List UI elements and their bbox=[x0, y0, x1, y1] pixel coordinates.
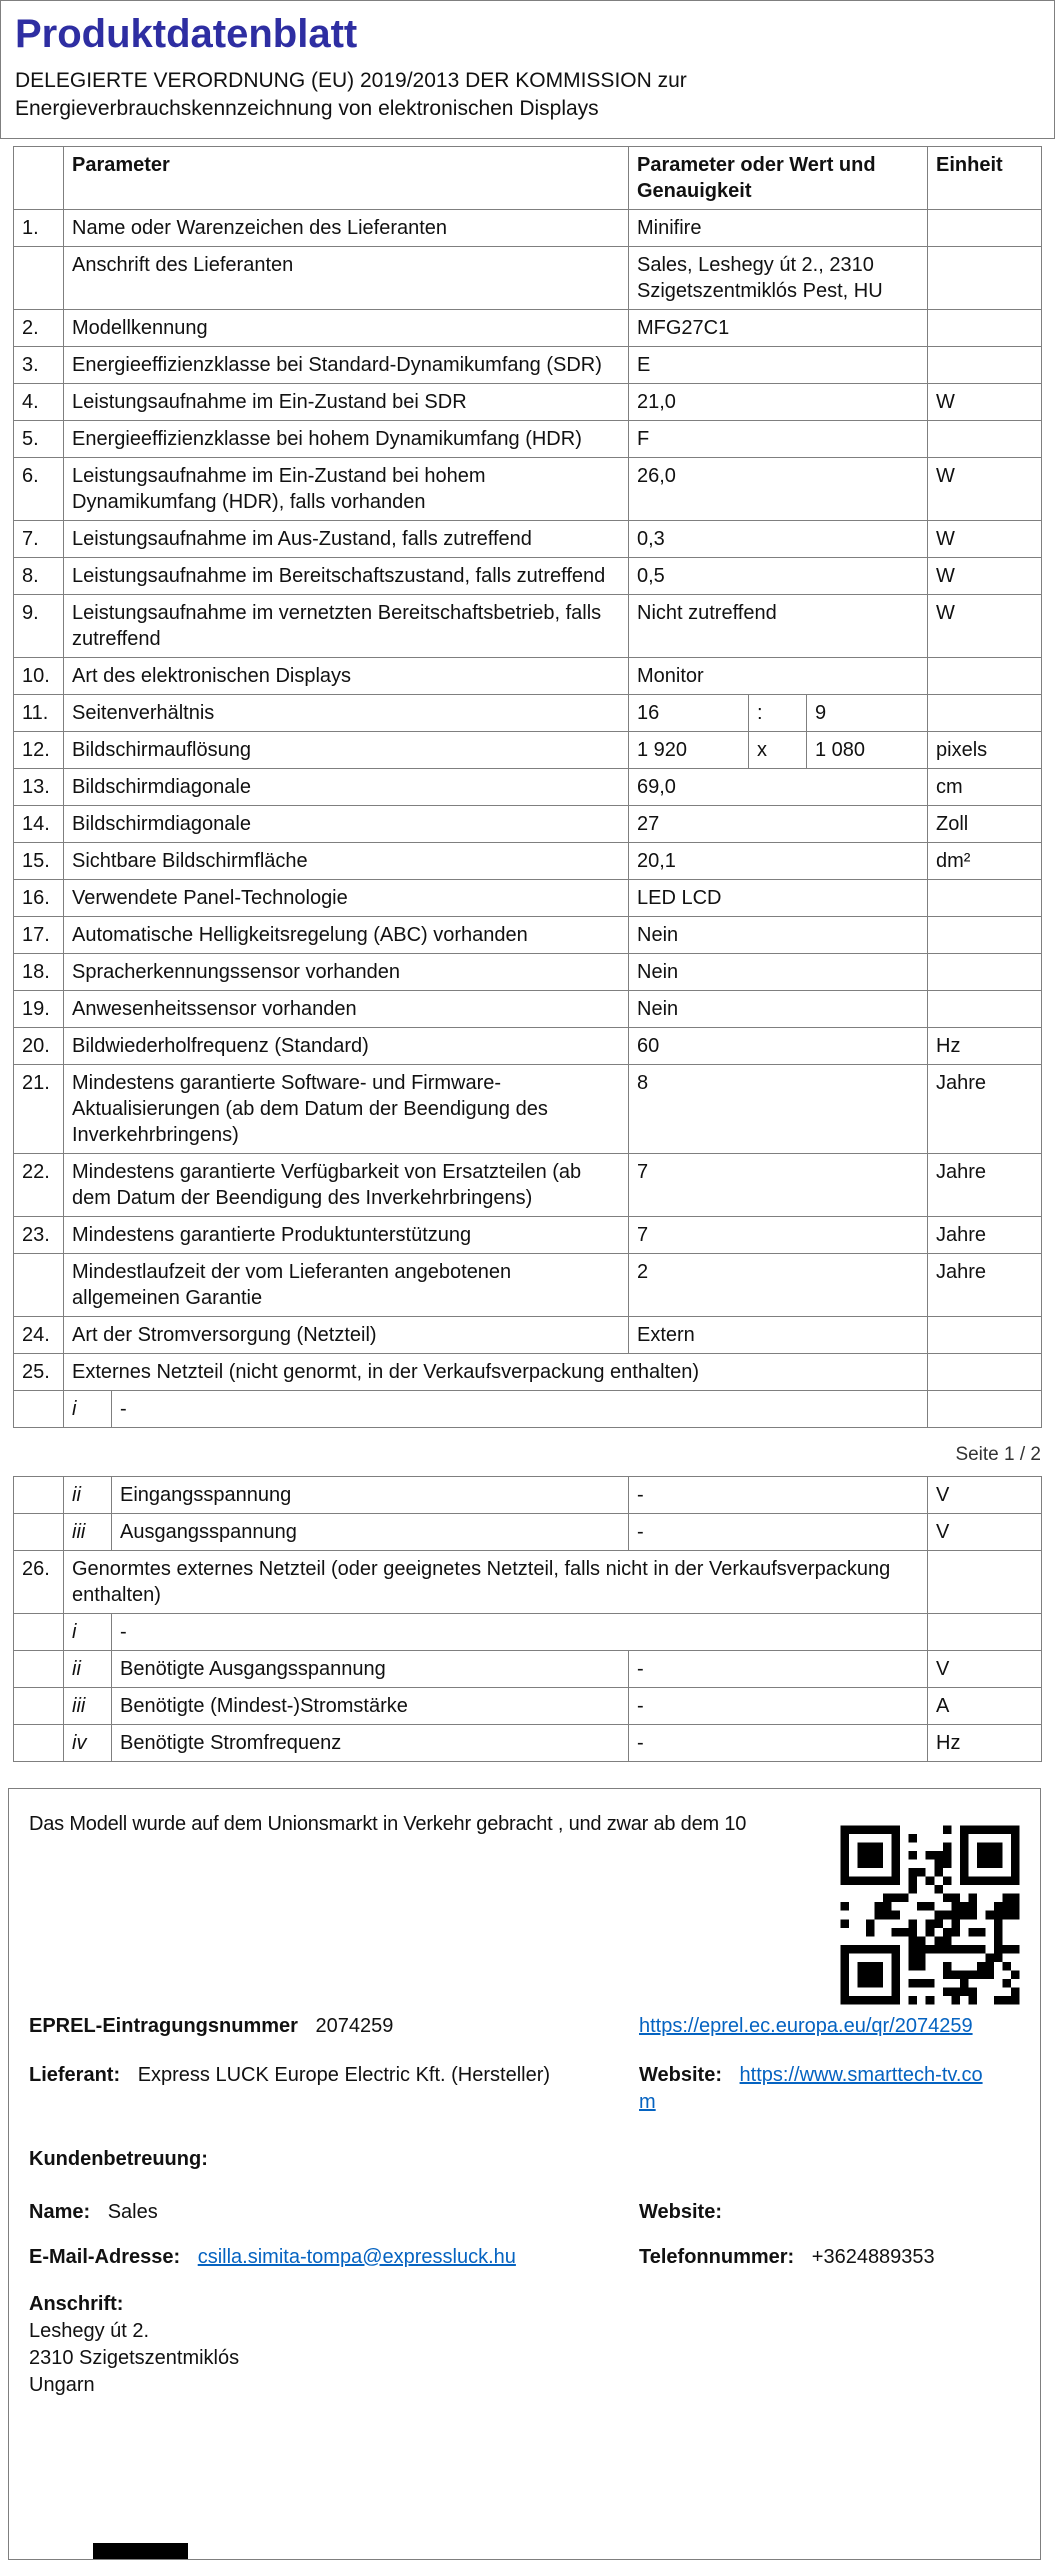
row-number: 7. bbox=[14, 520, 64, 557]
table-row bbox=[14, 1353, 1042, 1390]
parameter-name: Modellkennung bbox=[64, 309, 629, 346]
parameter-value: - bbox=[112, 1390, 928, 1427]
row-number: 4. bbox=[14, 383, 64, 420]
email-link[interactable]: csilla.simita-tompa@expressluck.hu bbox=[197, 2245, 516, 2268]
unit-cell bbox=[928, 1390, 1042, 1427]
unit-cell: cm bbox=[928, 768, 1042, 805]
parameter-value: Nicht zutreffend bbox=[629, 594, 928, 657]
row-number bbox=[14, 1724, 64, 1761]
parameter-value: - bbox=[629, 1476, 928, 1513]
parameter-name: Benötigte Ausgangsspannung bbox=[112, 1650, 629, 1687]
unit-cell bbox=[928, 1353, 1042, 1390]
roman-index: ii bbox=[64, 1476, 112, 1513]
row-number: 17. bbox=[14, 916, 64, 953]
table-row bbox=[14, 209, 1042, 246]
unit-cell bbox=[928, 953, 1042, 990]
unit-cell: pixels bbox=[928, 731, 1042, 768]
parameter-table-page2 bbox=[13, 1476, 1042, 1762]
parameter-name: Mindestlaufzeit der vom Lieferanten angebotenen allgemeinen Garantie bbox=[64, 1253, 629, 1316]
table-row bbox=[14, 383, 1042, 420]
parameter-value: Nein bbox=[629, 990, 928, 1027]
unit-cell: dm² bbox=[928, 842, 1042, 879]
parameter-name: Name oder Warenzeichen des Lieferanten bbox=[64, 209, 629, 246]
unit-cell: Jahre bbox=[928, 1216, 1042, 1253]
table-row bbox=[14, 1153, 1042, 1216]
unit-cell bbox=[928, 1550, 1042, 1613]
section-title: Genormtes externes Netzteil (oder geeignetes Netzteil, falls nicht in der Verkaufsverpackung enthalten) bbox=[64, 1550, 928, 1613]
unit-cell bbox=[928, 657, 1042, 694]
unit-cell: W bbox=[928, 520, 1042, 557]
table-row bbox=[14, 953, 1042, 990]
table-row bbox=[14, 916, 1042, 953]
parameter-value: 69,0 bbox=[629, 768, 928, 805]
row-number: 9. bbox=[14, 594, 64, 657]
parameter-name: Verwendete Panel-Technologie bbox=[64, 879, 629, 916]
column-header-unit: Einheit bbox=[928, 146, 1042, 209]
unit-cell bbox=[928, 990, 1042, 1027]
parameter-name: Leistungsaufnahme im vernetzten Bereitschaftsbetrieb, falls zutreffend bbox=[64, 594, 629, 657]
parameter-name: Mindestens garantierte Produktunterstützung bbox=[64, 1216, 629, 1253]
parameter-value: 21,0 bbox=[629, 383, 928, 420]
table-row bbox=[14, 1316, 1042, 1353]
roman-index: iii bbox=[64, 1513, 112, 1550]
table-row bbox=[14, 420, 1042, 457]
supplier-row bbox=[29, 2062, 1020, 2116]
row-number bbox=[14, 1390, 64, 1427]
aspect-ratio-height: 9 bbox=[807, 694, 928, 731]
table-row bbox=[14, 1476, 1042, 1513]
row-number: 19. bbox=[14, 990, 64, 1027]
parameter-value: 20,1 bbox=[629, 842, 928, 879]
parameter-value: - bbox=[629, 1687, 928, 1724]
row-number: 24. bbox=[14, 1316, 64, 1353]
parameter-name: Bildschirmauflösung bbox=[64, 731, 629, 768]
parameter-name: Bildschirmdiagonale bbox=[64, 768, 629, 805]
parameter-name: Ausgangsspannung bbox=[112, 1513, 629, 1550]
parameter-value: 60 bbox=[629, 1027, 928, 1064]
resolution-separator: x bbox=[749, 731, 807, 768]
parameter-table-page1 bbox=[13, 146, 1042, 1428]
row-number: 10. bbox=[14, 657, 64, 694]
aspect-ratio-width: 16 bbox=[629, 694, 749, 731]
unit-cell: Jahre bbox=[928, 1253, 1042, 1316]
subtitle-line-1: DELEGIERTE VERORDNUNG (EU) 2019/2013 DER KOMMISSION zur bbox=[15, 69, 687, 92]
unit-cell: V bbox=[928, 1476, 1042, 1513]
unit-cell bbox=[928, 694, 1042, 731]
row-number: 6. bbox=[14, 457, 64, 520]
parameter-value: - bbox=[629, 1513, 928, 1550]
row-number bbox=[14, 1513, 64, 1550]
unit-cell bbox=[928, 1613, 1042, 1650]
table-row bbox=[14, 842, 1042, 879]
aspect-ratio-separator: : bbox=[749, 694, 807, 731]
parameter-name: Leistungsaufnahme im Ein-Zustand bei hohem Dynamikumfang (HDR), falls vorhanden bbox=[64, 457, 629, 520]
page-title: Produktdatenblatt bbox=[15, 12, 358, 56]
row-number bbox=[14, 1650, 64, 1687]
row-number: 18. bbox=[14, 953, 64, 990]
row-number: 2. bbox=[14, 309, 64, 346]
row-number bbox=[14, 246, 64, 309]
cutoff-black-bar bbox=[93, 2543, 188, 2559]
roman-index: i bbox=[64, 1613, 112, 1650]
supplier-name: Express LUCK Europe Electric Kft. (Hersteller) bbox=[137, 2063, 551, 2086]
address-label: Anschrift: bbox=[29, 2292, 124, 2315]
row-number: 1. bbox=[14, 209, 64, 246]
row-number: 14. bbox=[14, 805, 64, 842]
parameter-name: Spracherkennungssensor vorhanden bbox=[64, 953, 629, 990]
unit-cell: Zoll bbox=[928, 805, 1042, 842]
unit-cell: Hz bbox=[928, 1724, 1042, 1761]
parameter-name: Leistungsaufnahme im Aus-Zustand, falls zutreffend bbox=[64, 520, 629, 557]
parameter-value: 2 bbox=[629, 1253, 928, 1316]
table-row bbox=[14, 246, 1042, 309]
parameter-name: Sichtbare Bildschirmfläche bbox=[64, 842, 629, 879]
parameter-name: Automatische Helligkeitsregelung (ABC) vorhanden bbox=[64, 916, 629, 953]
page-number: Seite 1 / 2 bbox=[955, 1443, 1041, 1465]
parameter-value: Minifire bbox=[629, 209, 928, 246]
parameter-name: Eingangsspannung bbox=[112, 1476, 629, 1513]
parameter-value: 8 bbox=[629, 1064, 928, 1153]
parameter-value: - bbox=[112, 1613, 928, 1650]
roman-index: ii bbox=[64, 1650, 112, 1687]
unit-cell: V bbox=[928, 1650, 1042, 1687]
row-number: 15. bbox=[14, 842, 64, 879]
eprel-row bbox=[29, 2013, 1020, 2040]
website-label: Website: bbox=[639, 2063, 722, 2086]
parameter-value: MFG27C1 bbox=[629, 309, 928, 346]
row-number bbox=[14, 1476, 64, 1513]
table-row bbox=[14, 1390, 1042, 1427]
supplier-info-box bbox=[8, 1788, 1041, 2560]
customer-support-heading-row bbox=[29, 2146, 1020, 2173]
market-placement-text: Das Modell wurde auf dem Unionsmarkt in Verkehr gebracht , und zwar ab dem 10 bbox=[29, 1812, 747, 1835]
parameter-name: Anschrift des Lieferanten bbox=[64, 246, 629, 309]
row-number: 5. bbox=[14, 420, 64, 457]
table-row bbox=[14, 309, 1042, 346]
parameter-name: Art der Stromversorgung (Netzteil) bbox=[64, 1316, 629, 1353]
parameter-value: 7 bbox=[629, 1153, 928, 1216]
parameter-value: - bbox=[629, 1650, 928, 1687]
unit-cell: W bbox=[928, 383, 1042, 420]
eprel-number: 2074259 bbox=[315, 2014, 394, 2037]
phone-number: +3624889353 bbox=[811, 2245, 935, 2268]
unit-cell: W bbox=[928, 594, 1042, 657]
table-row bbox=[14, 346, 1042, 383]
parameter-name: Bildwiederholfrequenz (Standard) bbox=[64, 1027, 629, 1064]
parameter-name: Mindestens garantierte Software- und Firmware-Aktualisierungen (ab dem Datum der Beendigung des Inverkehrbringens) bbox=[64, 1064, 629, 1153]
row-number: 11. bbox=[14, 694, 64, 731]
address-line-3: Ungarn bbox=[29, 2373, 95, 2396]
table-row bbox=[14, 1550, 1042, 1613]
roman-index: i bbox=[64, 1390, 112, 1427]
parameter-value: 7 bbox=[629, 1216, 928, 1253]
customer-support-label: Kundenbetreuung: bbox=[29, 2147, 208, 2170]
parameter-name: Bildschirmdiagonale bbox=[64, 805, 629, 842]
parameter-name: Benötigte Stromfrequenz bbox=[112, 1724, 629, 1761]
row-number: 3. bbox=[14, 346, 64, 383]
unit-cell: W bbox=[928, 557, 1042, 594]
row-number bbox=[14, 1687, 64, 1724]
parameter-name: Leistungsaufnahme im Ein-Zustand bei SDR bbox=[64, 383, 629, 420]
parameter-name: Mindestens garantierte Verfügbarkeit von Ersatzteilen (ab dem Datum der Beendigung des Inverkehrbringens) bbox=[64, 1153, 629, 1216]
roman-index: iv bbox=[64, 1724, 112, 1761]
table-row bbox=[14, 1650, 1042, 1687]
parameter-value: E bbox=[629, 346, 928, 383]
table-row bbox=[14, 657, 1042, 694]
parameter-value: F bbox=[629, 420, 928, 457]
row-number: 23. bbox=[14, 1216, 64, 1253]
table-row bbox=[14, 694, 1042, 731]
table-row bbox=[14, 1513, 1042, 1550]
parameter-name: Energieeffizienzklasse bei hohem Dynamikumfang (HDR) bbox=[64, 420, 629, 457]
row-number bbox=[14, 1253, 64, 1316]
parameter-value: Extern bbox=[629, 1316, 928, 1353]
subtitle-line-2: Energieverbrauchskennzeichnung von elektronischen Displays bbox=[15, 97, 599, 121]
resolution-width: 1 920 bbox=[629, 731, 749, 768]
parameter-value: LED LCD bbox=[629, 879, 928, 916]
column-header-parameter: Parameter bbox=[64, 146, 629, 209]
parameter-value: 26,0 bbox=[629, 457, 928, 520]
email-label: E-Mail-Adresse: bbox=[29, 2245, 181, 2268]
parameter-name: Art des elektronischen Displays bbox=[64, 657, 629, 694]
column-header-value: Parameter oder Wert und Genauigkeit bbox=[629, 146, 928, 209]
table-row bbox=[14, 1027, 1042, 1064]
contact-name: Sales bbox=[107, 2200, 158, 2223]
table-row bbox=[14, 520, 1042, 557]
parameter-name: Seitenverhältnis bbox=[64, 694, 629, 731]
unit-cell bbox=[928, 346, 1042, 383]
unit-cell: A bbox=[928, 1687, 1042, 1724]
row-number bbox=[14, 1613, 64, 1650]
table-header-row bbox=[14, 146, 1042, 209]
eprel-link[interactable]: https://eprel.ec.europa.eu/qr/2074259 bbox=[639, 2014, 973, 2037]
roman-index: iii bbox=[64, 1687, 112, 1724]
table-row bbox=[14, 594, 1042, 657]
unit-cell: Jahre bbox=[928, 1064, 1042, 1153]
parameter-name: Energieeffizienzklasse bei Standard-Dynamikumfang (SDR) bbox=[64, 346, 629, 383]
unit-cell: W bbox=[928, 457, 1042, 520]
unit-cell: Jahre bbox=[928, 1153, 1042, 1216]
unit-cell: Hz bbox=[928, 1027, 1042, 1064]
unit-cell bbox=[928, 420, 1042, 457]
resolution-height: 1 080 bbox=[807, 731, 928, 768]
row-number: 25. bbox=[14, 1353, 64, 1390]
address-block bbox=[29, 2291, 1020, 2399]
row-number: 16. bbox=[14, 879, 64, 916]
unit-cell: V bbox=[928, 1513, 1042, 1550]
parameter-name: Anwesenheitssensor vorhanden bbox=[64, 990, 629, 1027]
address-line-1: Leshegy út 2. bbox=[29, 2319, 150, 2342]
row-number: 8. bbox=[14, 557, 64, 594]
qr-code bbox=[832, 1817, 1028, 2013]
unit-cell bbox=[928, 916, 1042, 953]
table-row bbox=[14, 1253, 1042, 1316]
table-row bbox=[14, 768, 1042, 805]
row-number: 12. bbox=[14, 731, 64, 768]
table-row bbox=[14, 1724, 1042, 1761]
website2-label: Website: bbox=[639, 2200, 722, 2223]
table-row bbox=[14, 731, 1042, 768]
table-row bbox=[14, 879, 1042, 916]
name-label: Name: bbox=[29, 2200, 91, 2223]
row-number: 21. bbox=[14, 1064, 64, 1153]
phone-label: Telefonnummer: bbox=[639, 2245, 795, 2268]
parameter-name: Leistungsaufnahme im Bereitschaftszustand, falls zutreffend bbox=[64, 557, 629, 594]
table-row bbox=[14, 1216, 1042, 1253]
parameter-value: Sales, Leshegy út 2., 2310 Szigetszentmiklós Pest, HU bbox=[629, 246, 928, 309]
table-row bbox=[14, 557, 1042, 594]
parameter-value: 0,3 bbox=[629, 520, 928, 557]
parameter-value: Nein bbox=[629, 953, 928, 990]
address-line-2: 2310 Szigetszentmiklós bbox=[29, 2346, 240, 2369]
table-row bbox=[14, 1064, 1042, 1153]
contact-name-row bbox=[29, 2199, 1020, 2226]
row-number: 20. bbox=[14, 1027, 64, 1064]
title-block bbox=[0, 0, 1055, 139]
eprel-label: EPREL-Eintragungsnummer bbox=[29, 2014, 298, 2037]
row-number: 13. bbox=[14, 768, 64, 805]
row-number: 26. bbox=[14, 1550, 64, 1613]
unit-cell bbox=[928, 1316, 1042, 1353]
contact-email-row bbox=[29, 2244, 1020, 2271]
row-number: 22. bbox=[14, 1153, 64, 1216]
parameter-value: 0,5 bbox=[629, 557, 928, 594]
table-row bbox=[14, 1687, 1042, 1724]
table-row bbox=[14, 990, 1042, 1027]
unit-cell bbox=[928, 246, 1042, 309]
parameter-value: Monitor bbox=[629, 657, 928, 694]
website-link[interactable]: https://www.smarttech-tv.com bbox=[639, 2063, 983, 2113]
unit-cell bbox=[928, 209, 1042, 246]
table-row bbox=[14, 805, 1042, 842]
table-row bbox=[14, 457, 1042, 520]
section-title: Externes Netzteil (nicht genormt, in der Verkaufsverpackung enthalten) bbox=[64, 1353, 928, 1390]
header-number-cell bbox=[14, 146, 64, 209]
supplier-label: Lieferant: bbox=[29, 2063, 121, 2086]
unit-cell bbox=[928, 879, 1042, 916]
table-row bbox=[14, 1613, 1042, 1650]
parameter-name: Benötigte (Mindest-)Stromstärke bbox=[112, 1687, 629, 1724]
parameter-value: - bbox=[629, 1724, 928, 1761]
parameter-value: Nein bbox=[629, 916, 928, 953]
parameter-value: 27 bbox=[629, 805, 928, 842]
unit-cell bbox=[928, 309, 1042, 346]
